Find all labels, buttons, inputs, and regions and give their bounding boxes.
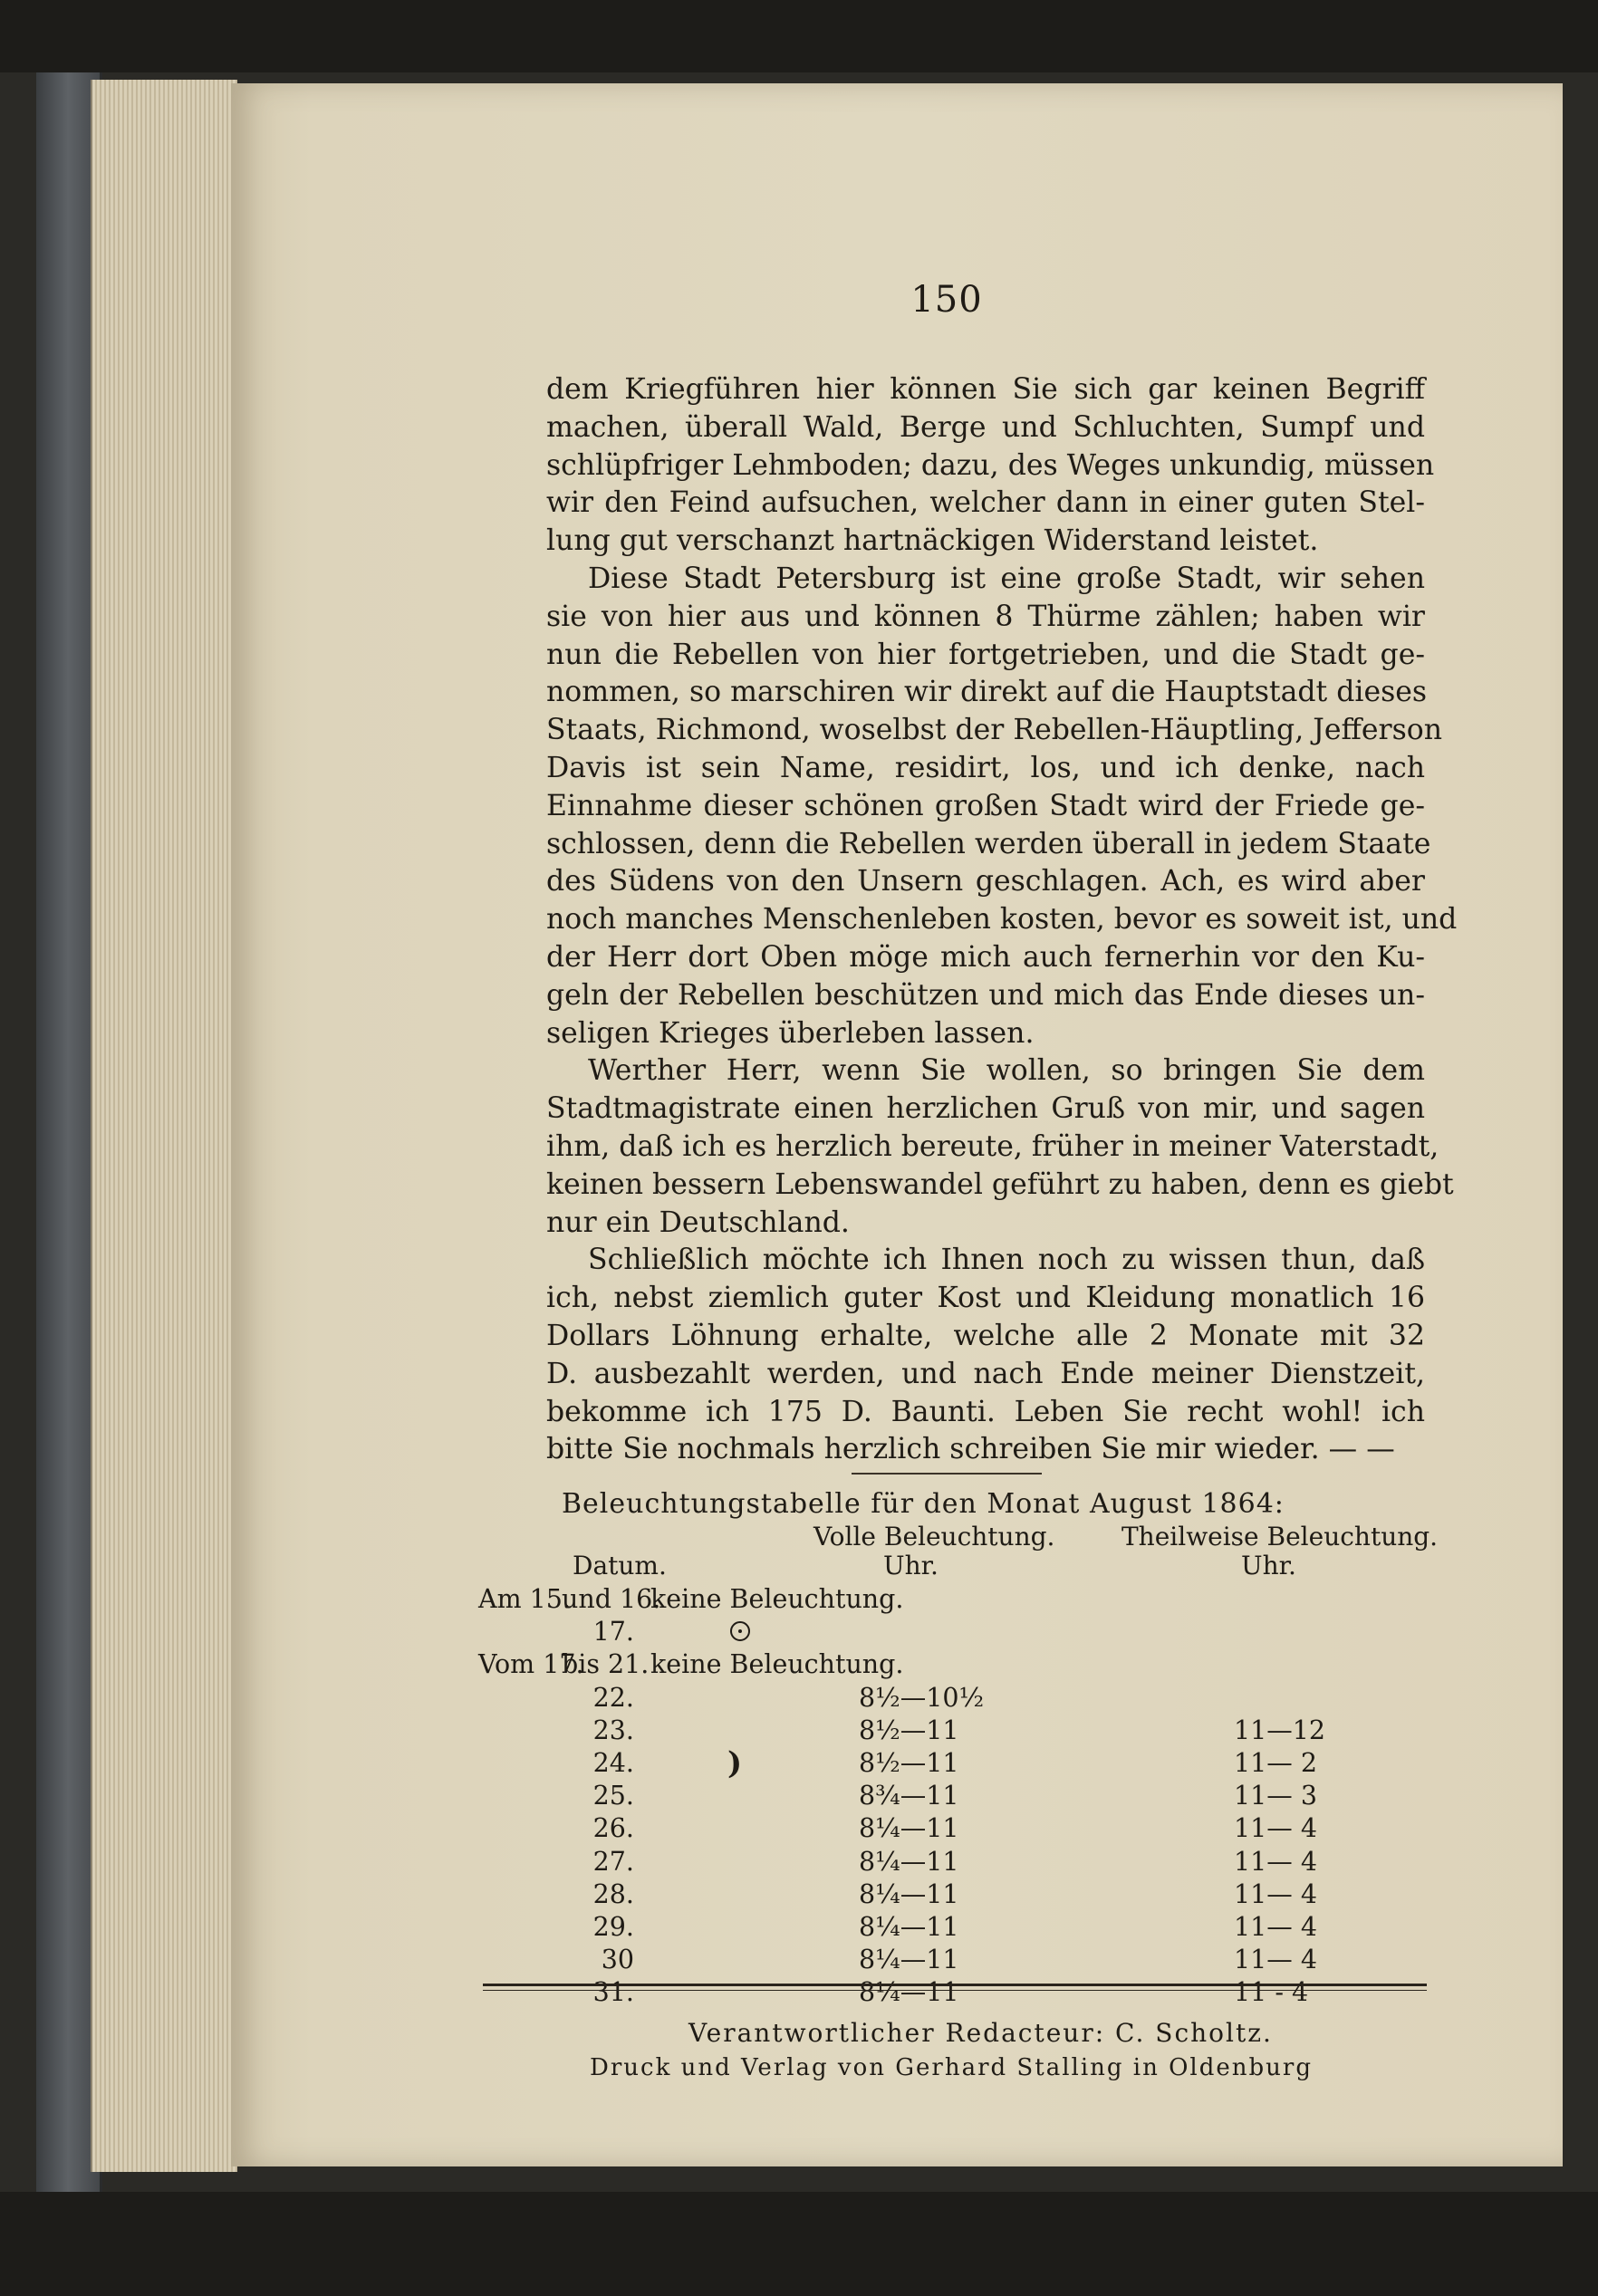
background-top xyxy=(0,0,1598,72)
text-line: noch manches Menschenleben kosten, bevor es soweit ist, und xyxy=(546,903,1458,937)
text-line: Schließlich möchte ich Ihnen noch zu wissen thun, daß xyxy=(588,1244,1425,1277)
row-note: keine Beleuchtung. xyxy=(650,1649,904,1680)
text-line: bitte Sie nochmals herzlich schreiben Sie mir wieder. — — xyxy=(546,1433,1395,1466)
text-line: Dollars Löhnung erhalte, welche alle 2 Monate mit 32 xyxy=(546,1319,1425,1352)
table-row xyxy=(0,1846,1598,1878)
table-row xyxy=(0,1812,1598,1845)
row-partial-lighting: 11— 4 xyxy=(1234,1912,1317,1942)
text-line: ich, nebst ziemlich guter Kost und Kleidung monatlich 16 xyxy=(546,1282,1425,1315)
row-partial-lighting: 11— 4 xyxy=(1234,1945,1317,1975)
unit-full: Uhr. xyxy=(883,1551,939,1580)
row-full-lighting: 8¼—11 xyxy=(859,1846,959,1877)
full-moon-icon xyxy=(730,1621,750,1641)
row-note: keine Beleuchtung. xyxy=(650,1584,904,1614)
text-line: seligen Krieges überleben lassen. xyxy=(546,1016,1035,1050)
row-date: 22. xyxy=(592,1682,634,1713)
row-date: 29. xyxy=(592,1912,634,1942)
row-date: 27. xyxy=(592,1846,634,1877)
table-row xyxy=(0,1682,1598,1715)
page-number: 150 xyxy=(910,279,983,321)
row-partial-lighting: 11 - 4 xyxy=(1234,1977,1309,2008)
table-row xyxy=(0,1976,1598,2009)
text-line: Einnahme dieser schönen großen Stadt wird der Friede ge- xyxy=(546,789,1425,822)
row-date: 28. xyxy=(592,1878,634,1909)
text-line: lung gut verschanzt hartnäckigen Widerstand leistet. xyxy=(546,524,1319,558)
row-partial-lighting: 11— 4 xyxy=(1234,1878,1317,1909)
text-line: geln der Rebellen beschützen und mich das Ende dieses un- xyxy=(546,978,1425,1012)
text-line: machen, überall Wald, Berge und Schluchten, Sumpf und xyxy=(546,410,1425,444)
row-date: bis 21. xyxy=(562,1649,650,1680)
table-row xyxy=(0,1780,1598,1812)
row-full-lighting: 8¼—11 xyxy=(859,1977,959,2008)
row-partial-lighting: 11— 4 xyxy=(1234,1846,1317,1877)
row-partial-lighting: 11— 3 xyxy=(1234,1781,1317,1811)
row-full-lighting: 8¼—11 xyxy=(859,1813,959,1844)
row-full-lighting: 8¾—11 xyxy=(859,1781,959,1811)
table-rule-bottom xyxy=(483,1990,1427,1991)
last-quarter-moon-icon: ) xyxy=(727,1745,743,1782)
table-row xyxy=(0,1878,1598,1911)
table-rule-top xyxy=(483,1984,1427,1986)
text-line: Davis ist sein Name, residirt, los, und ich denke, nach xyxy=(546,751,1425,784)
row-partial-lighting: 11— 2 xyxy=(1234,1748,1317,1778)
column-header-date: Datum. xyxy=(573,1551,667,1580)
table-row xyxy=(0,1616,1598,1648)
text-line: D. ausbezahlt werden, und nach Ende meiner Dienstzeit, xyxy=(546,1357,1425,1390)
body-text xyxy=(546,371,1458,1469)
unit-partial: Uhr. xyxy=(1241,1551,1296,1580)
row-date: 23. xyxy=(592,1715,634,1745)
text-line: Staats, Richmond, woselbst der Rebellen-Häuptling, Jefferson xyxy=(546,714,1443,747)
row-prefix: Vom 17. xyxy=(478,1649,584,1680)
row-date: 24. xyxy=(592,1748,634,1778)
row-date: 30 xyxy=(601,1945,634,1975)
text-line: nommen, so marschiren wir direkt auf die Hauptstadt dieses xyxy=(546,676,1428,709)
row-full-lighting: 8¼—11 xyxy=(859,1878,959,1909)
row-date: 26. xyxy=(592,1813,634,1844)
row-date: 17. xyxy=(592,1617,634,1648)
section-separator xyxy=(852,1473,1042,1475)
row-full-lighting: 8½—11 xyxy=(859,1748,959,1778)
text-line: schlüpfriger Lehmboden; dazu, des Weges unkundig, müssen xyxy=(546,448,1435,482)
text-line: bekomme ich 175 D. Baunti. Leben Sie recht wohl! ich xyxy=(546,1395,1425,1428)
text-line: der Herr dort Oben möge mich auch fernerhin vor den Ku- xyxy=(546,940,1425,974)
background-bottom xyxy=(0,2192,1598,2296)
text-line: Diese Stadt Petersburg ist eine große Stadt, wir sehen xyxy=(588,562,1425,595)
table-row xyxy=(0,1747,1598,1780)
row-date: und 16. xyxy=(562,1584,661,1614)
text-line: keinen bessern Lebenswandel geführt zu haben, denn es giebt xyxy=(546,1167,1454,1201)
table-row xyxy=(0,1715,1598,1747)
printer-line: Druck und Verlag von Gerhard Stalling in Oldenburg xyxy=(589,2054,1313,2081)
table-row xyxy=(0,1648,1598,1681)
table-row xyxy=(0,1583,1598,1616)
table-title: Beleuchtungstabelle für den Monat August 1864: xyxy=(562,1488,1285,1520)
table-row xyxy=(0,1944,1598,1976)
text-line: nur ein Deutschland. xyxy=(546,1206,850,1239)
row-prefix: Am 15. xyxy=(478,1584,571,1614)
text-line: sie von hier aus und können 8 Thürme zählen; haben wir xyxy=(546,600,1425,633)
text-line: Werther Herr, wenn Sie wollen, so bringen Sie dem xyxy=(588,1054,1425,1088)
text-line: des Südens von den Unsern geschlagen. Ach, es wird aber xyxy=(546,865,1425,898)
row-date: 25. xyxy=(592,1781,634,1811)
text-line: nun die Rebellen von hier fortgetrieben, und die Stadt ge- xyxy=(546,638,1425,671)
text-line: schlossen, denn die Rebellen werden überall in jedem Staate xyxy=(546,827,1431,860)
row-partial-lighting: 11—12 xyxy=(1234,1715,1326,1745)
column-header-partial: Theilweise Beleuchtung. xyxy=(1121,1522,1439,1551)
row-full-lighting: 8½—11 xyxy=(859,1715,959,1745)
row-date: 31. xyxy=(592,1977,634,2008)
column-header-full: Volle Beleuchtung. xyxy=(813,1522,1055,1551)
row-full-lighting: 8½—10½ xyxy=(859,1682,985,1713)
text-line: ihm, daß ich es herzlich bereute, früher in meiner Vaterstadt, xyxy=(546,1129,1439,1163)
text-line: dem Kriegführen hier können Sie sich gar keinen Begriff xyxy=(546,373,1425,406)
row-partial-lighting: 11— 4 xyxy=(1234,1813,1317,1844)
row-full-lighting: 8¼—11 xyxy=(859,1912,959,1942)
text-line: wir den Feind aufsuchen, welcher dann in einer guten Stel- xyxy=(546,486,1425,520)
table-row xyxy=(0,1911,1598,1944)
text-line: Stadtmagistrate einen herzlichen Gruß von mir, und sagen xyxy=(546,1092,1425,1126)
row-full-lighting: 8¼—11 xyxy=(859,1945,959,1975)
editor-line: Verantwortlicher Redacteur: C. Scholtz. xyxy=(688,2018,1273,2048)
